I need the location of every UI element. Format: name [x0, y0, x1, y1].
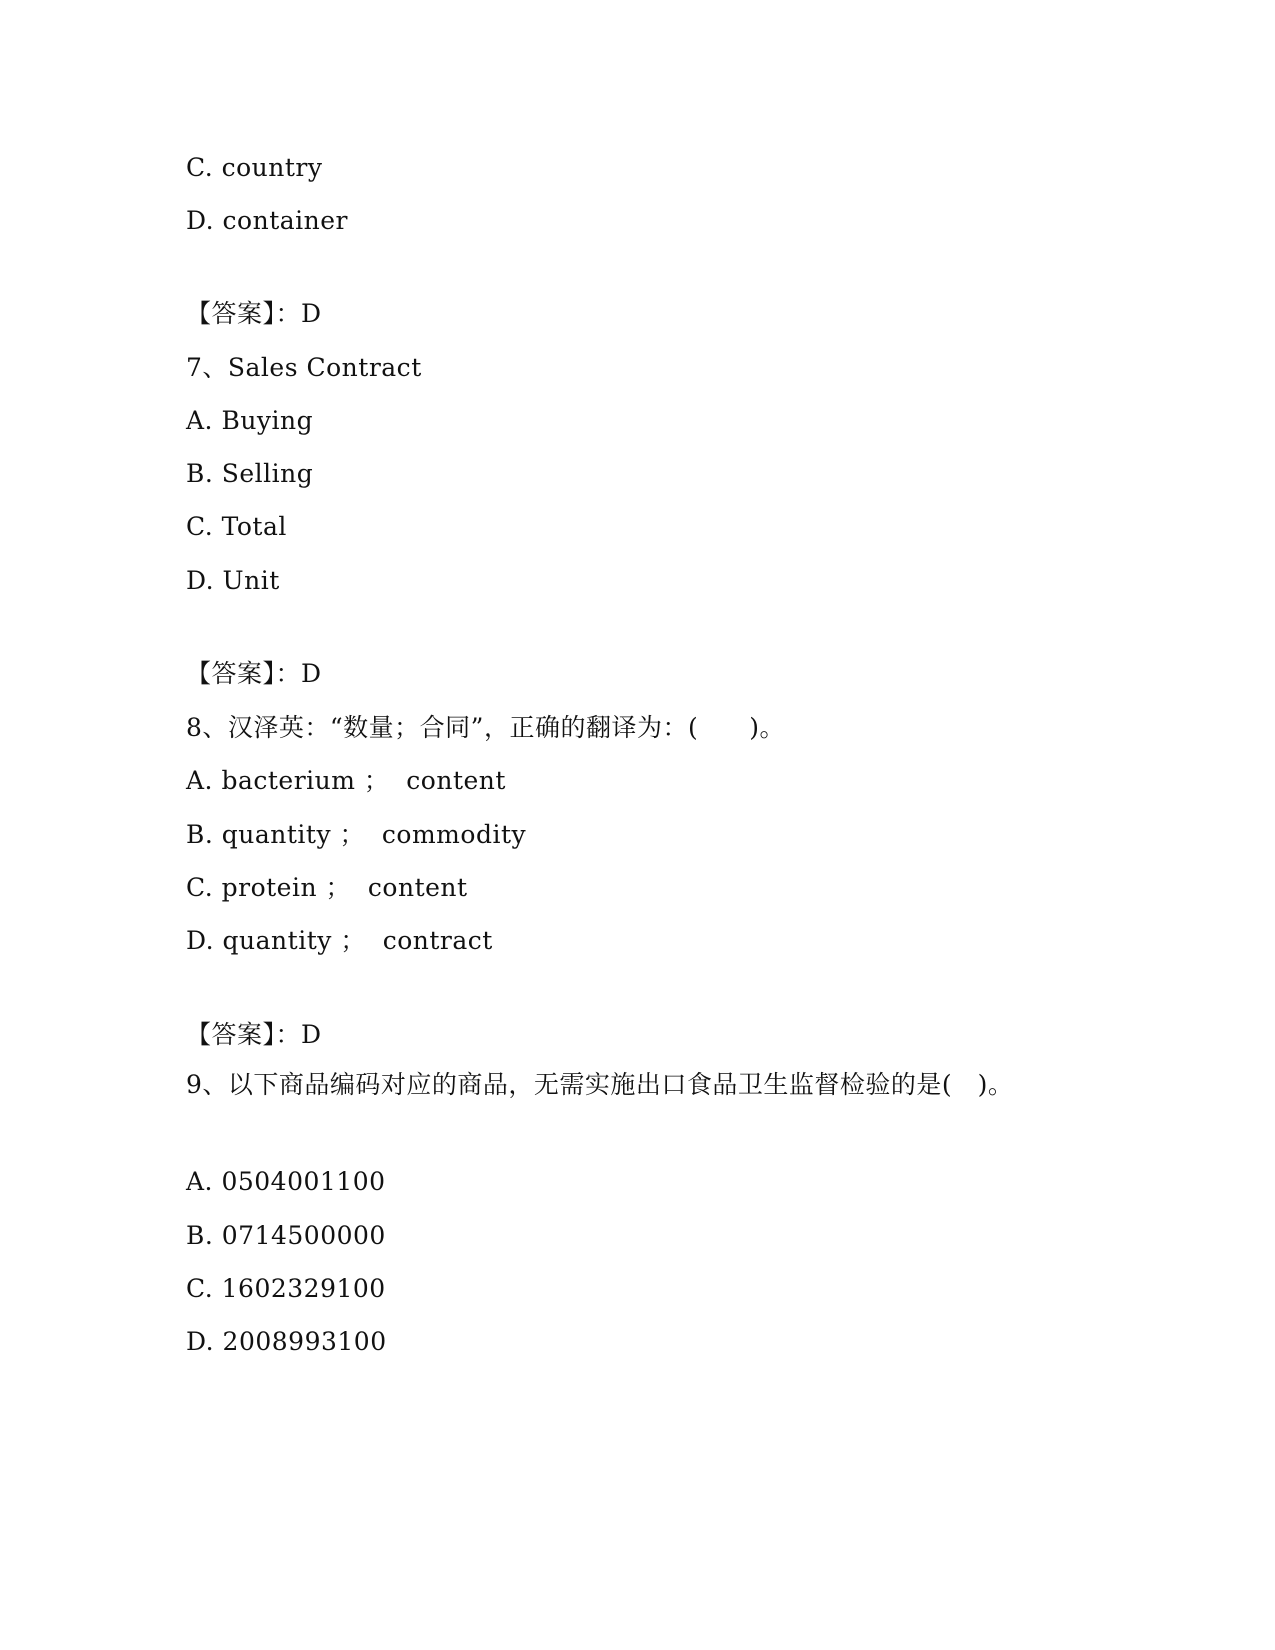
q7-option-b: B. Selling	[186, 459, 314, 488]
option-c-prev: C. country	[186, 153, 323, 182]
q9-option-b: B. 0714500000	[186, 1221, 386, 1250]
q7-option-d: D. Unit	[186, 566, 280, 595]
question-8-stem: 8、汉泽英：“数量；合同”，正确的翻译为：( )。	[186, 713, 785, 742]
q7-option-a: A. Buying	[186, 406, 314, 435]
q9-option-a: A. 0504001100	[186, 1167, 386, 1196]
answer-7: 【答案】：D	[186, 659, 322, 688]
question-9-stem: 9、以下商品编码对应的商品，无需实施出口食品卫生监督检验的是( )。	[186, 1070, 1014, 1099]
option-d-prev: D. container	[186, 206, 348, 235]
q8-option-c: C. protein ； content	[186, 873, 468, 902]
answer-6: 【答案】：D	[186, 299, 322, 328]
q9-option-d: D. 2008993100	[186, 1327, 387, 1356]
answer-8: 【答案】：D	[186, 1020, 322, 1049]
q8-option-a: A. bacterium ； content	[186, 766, 506, 795]
q7-option-c: C. Total	[186, 512, 287, 541]
q9-option-c: C. 1602329100	[186, 1274, 386, 1303]
q8-option-b: B. quantity ； commodity	[186, 820, 527, 849]
question-7-stem: 7、Sales Contract	[186, 353, 422, 382]
q8-option-d: D. quantity ； contract	[186, 926, 493, 955]
